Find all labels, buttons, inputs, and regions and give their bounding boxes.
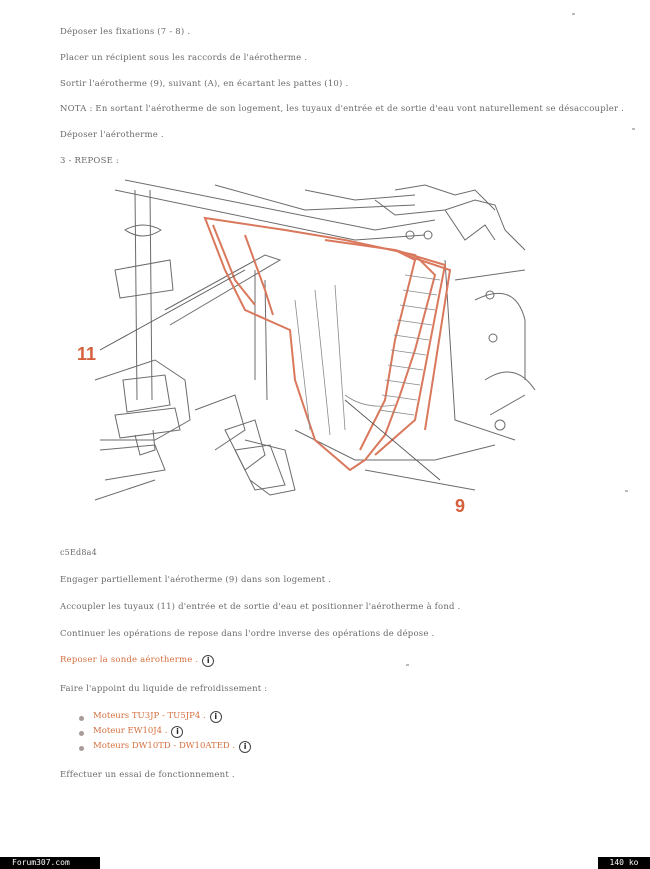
section-heading: 3 - REPOSE : (60, 156, 119, 166)
engine-link-label: Moteurs DW10TD - DW10ATED . (93, 741, 236, 751)
bullet-icon (79, 716, 84, 721)
scan-speck (406, 664, 409, 666)
step-place-container: Placer un récipient sous les raccords de l'aérotherme . (60, 53, 308, 63)
coolant-intro: Faire l'appoint du liquide de refroidissement : (60, 684, 268, 694)
bullet-icon (79, 746, 84, 751)
info-icon[interactable]: i (210, 711, 222, 723)
bullet-icon (79, 731, 84, 736)
info-icon[interactable]: i (202, 655, 214, 667)
scan-speck (572, 13, 575, 15)
heater-diagram (77, 180, 535, 520)
figure-caption: c5Ed8a4 (60, 548, 97, 557)
step-extract-heater: Sortir l'aérotherme (9), suivant (A), en écartant les pattes (10) . (60, 79, 349, 89)
engine-link-dw10td[interactable] (93, 741, 251, 753)
scan-speck (632, 128, 635, 130)
step-remove-fixings: Déposer les fixations (7 - 8) . (60, 27, 191, 37)
link-refit-sensor[interactable] (60, 655, 214, 667)
info-icon[interactable]: i (171, 726, 183, 738)
step-remove-heater: Déposer l'aérotherme . (60, 130, 164, 140)
callout-9: 9 (455, 496, 466, 516)
callout-11: 11 (77, 344, 97, 364)
engine-link-tu3jp[interactable] (93, 711, 222, 723)
footer-size-label: 140 ko (598, 857, 650, 869)
engine-link-label: Moteur EW10J4 . (93, 726, 168, 736)
scan-speck (625, 490, 628, 492)
info-icon[interactable]: i (239, 741, 251, 753)
step-test-run: Effectuer un essai de fonctionnement . (60, 770, 235, 780)
step-connect-pipes: Accoupler les tuyaux (11) d'entrée et de sortie d'eau et positionner l'aérotherme à fond . (60, 602, 461, 612)
step-engage-heater: Engager partiellement l'aérotherme (9) dans son logement . (60, 575, 332, 585)
engine-link-label: Moteurs TU3JP - TU5JP4 . (93, 711, 206, 721)
step-continue-refit: Continuer les opérations de repose dans l'ordre inverse des opérations de dépose . (60, 629, 435, 639)
footer-site-label: Forum307.com (0, 857, 100, 869)
engine-link-ew10j4[interactable] (93, 726, 183, 738)
link-refit-sensor-label: Reposer la sonde aérotherme . (60, 655, 199, 665)
note-text: NOTA : En sortant l'aérotherme de son logement, les tuyaux d'entrée et de sortie d'eau vont naturellement se désaccoupler . (60, 104, 625, 114)
